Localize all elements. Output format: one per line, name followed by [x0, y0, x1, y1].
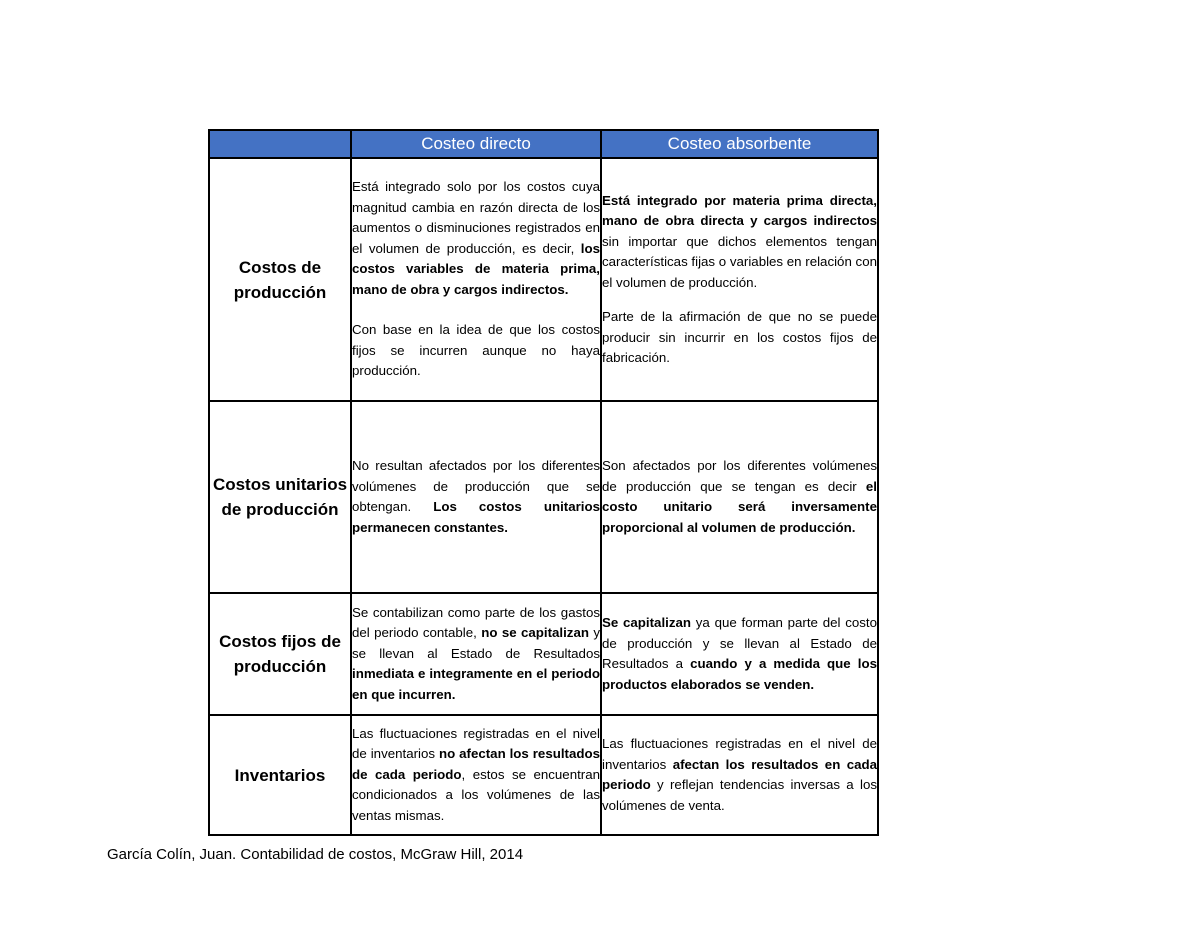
cell-text-bold: Se capitalizan [602, 615, 692, 630]
cell-paragraph [602, 734, 877, 816]
cell-text: , estos se encuentran condicionados a los volúmenes de las ventas mismas. [352, 766, 601, 823]
cell-text: Son afectados por los diferentes volúmenes de producción que se tengan es decir [602, 458, 877, 494]
cell-text: Está integrado solo por los costos cuya magnitud cambia en razón directa de los aumentos o disminuciones registrados en el volumen de producción, es decir, [352, 179, 600, 256]
cell-text-bold: el costo unitario será inversamente proporcional al volumen de producción. [602, 478, 877, 535]
header-costeo-absorbente: Costeo absorbente [601, 130, 878, 158]
table-row [209, 593, 878, 715]
cell-absorbente-costos-fijos [601, 593, 878, 715]
cell-directo-inventarios [351, 715, 601, 835]
cell-directo-costos-unitarios [351, 401, 601, 593]
cell-text-bold: afectan los resultados en cada periodo [602, 756, 878, 792]
cell-paragraph: Con base en la idea de que los costos fijos se incurren aunque no haya producción. [352, 322, 600, 379]
cell-absorbente-costos-produccion [601, 158, 878, 401]
header-empty-cell [209, 130, 351, 158]
row-label-costos-fijos: Costos fijos de producción [209, 593, 351, 715]
cell-paragraph [352, 603, 600, 706]
cell-paragraph [602, 456, 877, 538]
table-row [209, 401, 878, 593]
cell-text: Las fluctuaciones registradas en el nivel de inventarios [352, 725, 600, 762]
cell-absorbente-inventarios [601, 715, 878, 835]
table-header-row [209, 130, 878, 158]
cell-paragraph [352, 456, 600, 538]
cell-text: No resultan afectados por los diferentes volúmenes de producción que se obtengan. [352, 458, 600, 514]
table-row [209, 715, 878, 835]
cell-text: y reflejan tendencias inversas a los volúmenes de venta. [602, 777, 877, 813]
cell-text: y se llevan al Estado de Resultados [352, 625, 601, 661]
cell-paragraph [602, 613, 877, 695]
cell-text-bold: Está integrado por materia prima directa, mano de obra directa y cargos indirectos [602, 192, 877, 228]
cell-paragraph [602, 191, 877, 294]
cell-absorbente-costos-unitarios [601, 401, 878, 593]
cell-text-bold: no afectan los resultados de cada periodo [352, 746, 600, 782]
cell-text: Se contabilizan como parte de los gastos del periodo contable, [352, 604, 600, 641]
cell-directo-costos-fijos [351, 593, 601, 715]
row-label-inventarios: Inventarios [209, 715, 351, 835]
header-costeo-directo: Costeo directo [351, 130, 601, 158]
cell-text-bold: inmediata e integramente en el periodo en que incurren. [352, 666, 600, 702]
cell-text-bold: Los costos unitarios permanecen constantes. [352, 499, 600, 535]
cell-text: sin importar que dichos elementos tengan características fijas o variables en relación con el volumen de producción. [602, 233, 877, 290]
row-label-costos-unitarios: Costos unitarios de producción [209, 401, 351, 593]
table-row [209, 158, 878, 401]
cell-paragraph [352, 177, 600, 300]
cell-text-bold: los costos variables de materia prima, mano de obra y cargos indirectos. [352, 240, 600, 297]
comparison-table [208, 129, 879, 836]
cell-text: Las fluctuaciones registradas en el nivel de inventarios [602, 736, 877, 772]
cell-paragraph [352, 724, 600, 827]
cell-directo-costos-produccion [351, 158, 601, 401]
cell-paragraph: Parte de la afirmación de que no se puede producir sin incurrir en los costos fijos de fabricación. [602, 309, 877, 365]
cell-text: ya que forman parte del costo de producción y se llevan al Estado de Resultados a [602, 615, 877, 671]
cell-text-bold: no se capitalizan [481, 625, 589, 641]
row-label-costos-produccion: Costos de producción [209, 158, 351, 401]
cell-text-bold: cuando y a medida que los productos elaborados se venden. [602, 656, 877, 692]
source-citation: García Colín, Juan. Contabilidad de costos, McGraw Hill, 2014 [107, 846, 524, 863]
